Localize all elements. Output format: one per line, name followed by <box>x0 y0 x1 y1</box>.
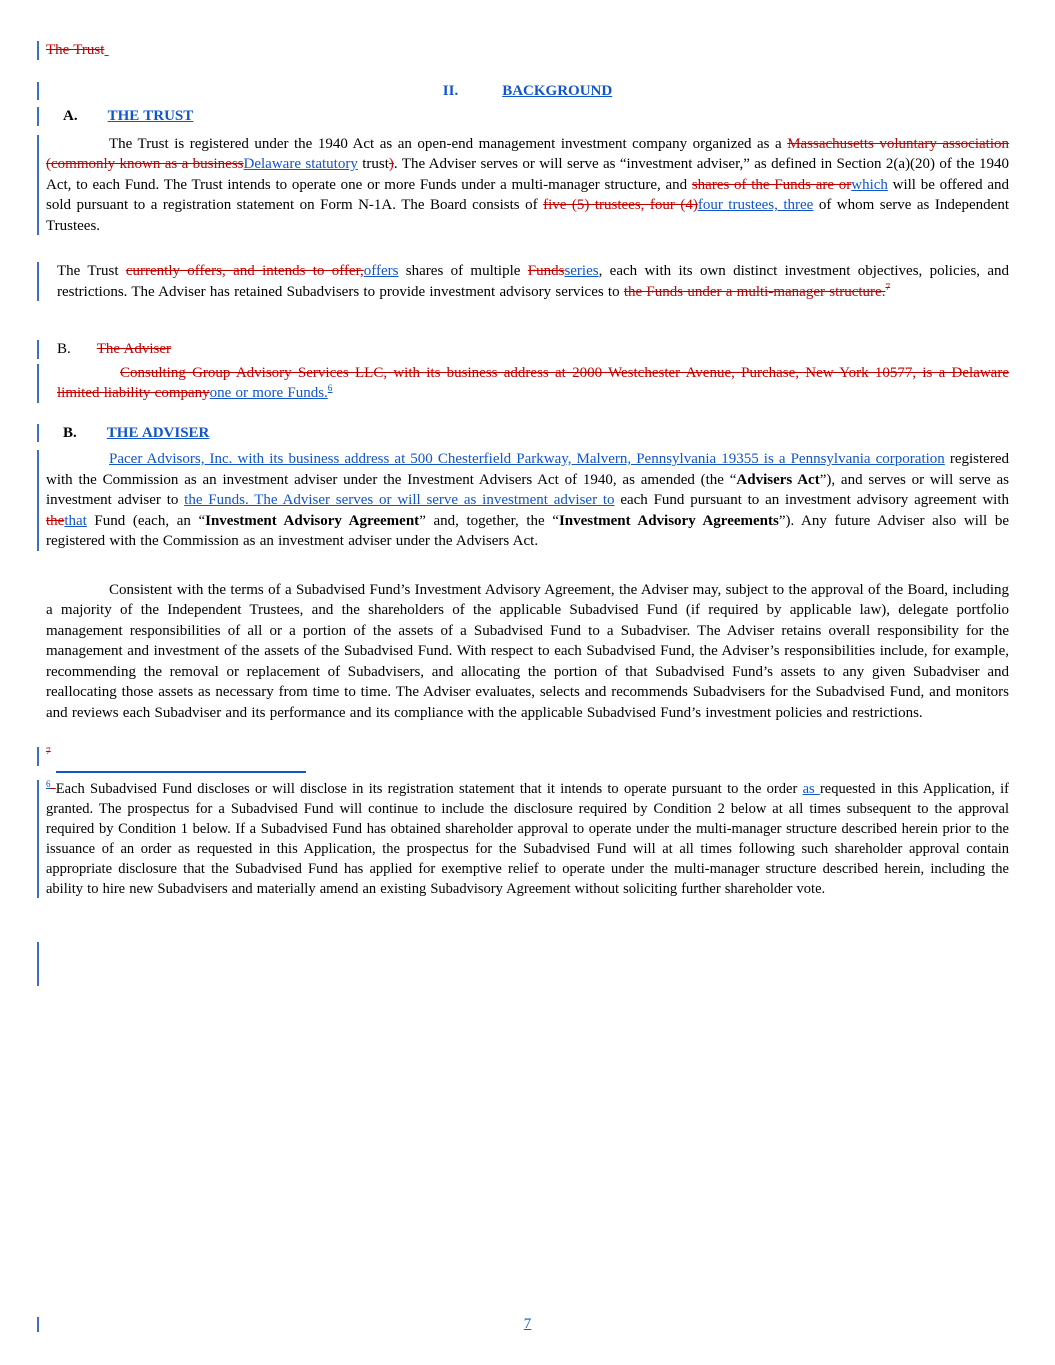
heading-background-text <box>46 81 1009 102</box>
text-run: The Adviser <box>96 341 171 357</box>
text-run: which <box>851 176 888 193</box>
footnote-separator <box>46 771 1009 773</box>
heading-the-adviser <box>46 423 1009 444</box>
text-run: ) <box>388 156 394 172</box>
text-run: The Trust is registered under the 1940 Act as an open-end management investment company organized as a <box>109 135 788 152</box>
text-run: Investment Advisory Agreements <box>558 512 779 529</box>
page-number: 7 <box>523 1316 532 1332</box>
text-run: of whom serve as Independent Trustees. <box>46 197 1009 234</box>
text-run: . The Adviser serves or will serve as “investment adviser,” as defined in Section 2(a)(20) of the 1940 Act, to each Fund. The Trust intends to operate one or more Funds under a multi-manager structure, and <box>46 156 1010 193</box>
text-run: ” and, together, the “ <box>419 512 559 529</box>
text-run: the <box>46 512 65 529</box>
text-run: 7 <box>885 282 891 293</box>
text-run: each Fund pursuant to an investment advisory agreement with <box>614 492 1009 508</box>
para-consulting-deleted <box>46 363 1009 404</box>
text-run: that <box>64 512 87 529</box>
para-pacer-advisors <box>46 449 1009 552</box>
para-trust-offers <box>46 261 1009 302</box>
text-run: currently offers, and intends to offer, <box>125 263 364 279</box>
text-run: A. <box>63 108 78 124</box>
para-trust-offers-text <box>57 261 1009 302</box>
text-run: BACKGROUND <box>502 82 613 99</box>
para-trust-registered-text <box>46 134 1009 237</box>
text-run: the Funds under a multi-manager structure. <box>623 283 886 300</box>
text-run: 6 <box>327 384 333 394</box>
heading-adviser-deleted <box>46 339 1009 360</box>
text-run: THE ADVISER <box>106 424 210 441</box>
text-run: the Funds. The Adviser serves or will serve as investment adviser to <box>184 492 615 508</box>
text-run: registered with the Commission as an investment adviser under the Investment Advisers Act of 1940, as amended (the “ <box>46 451 1009 488</box>
text-run: offers <box>363 263 399 279</box>
text-run: 7 <box>46 747 51 757</box>
footnote-6-text <box>46 779 1009 899</box>
text-run: ”), and serves or will serve as investment adviser to <box>46 471 1009 508</box>
heading-the-trust <box>46 106 1009 127</box>
text-run: Each Subadvised Fund discloses or will disclose in its registration statement that it intends to operate pursuant to the order <box>55 780 803 797</box>
text-run: four trustees, three <box>697 197 814 213</box>
text-run: five (5) trustees, four (4) <box>543 197 698 213</box>
heading-the-trust-text <box>63 106 1009 127</box>
footnote-marker-deleted-text <box>46 746 1009 767</box>
text-run: The Trust <box>46 42 105 58</box>
document-content <box>46 40 1009 987</box>
text-run: , each with its own distinct investment objectives, policies, and restrictions. The Adviser has retained Subadvisers to provide investment advisory services to <box>57 263 1010 300</box>
text-run: ”). Any future Adviser also will be registered with the Commission as an investment adviser under the Advisers Act. <box>46 512 1009 549</box>
text-run: shares of multiple <box>398 263 528 279</box>
heading-adviser-deleted-text <box>57 339 1009 360</box>
heading-background <box>46 81 1009 102</box>
para-trust-registered <box>46 134 1009 237</box>
text-run: shares of the Funds are or <box>691 176 852 193</box>
para-delegation <box>46 580 1009 724</box>
text-run: as <box>802 780 820 797</box>
text-run: Delaware statutory <box>243 156 358 172</box>
page-footer <box>46 1316 1009 1333</box>
text-run: trust <box>357 156 389 172</box>
text-run: one or more Funds. <box>209 385 328 401</box>
text-run: II. <box>442 82 459 99</box>
text-run: Investment Advisory Agreement <box>205 512 420 529</box>
text-run: The Trust <box>57 263 126 279</box>
para-delegation-text <box>46 580 1009 724</box>
text-run: THE TRUST <box>107 108 194 124</box>
para-pacer-advisors-text <box>46 449 1009 552</box>
text-run: Fund (each, an “ <box>86 512 206 529</box>
text-run: series <box>564 263 599 279</box>
footnote-6 <box>46 779 1009 899</box>
heading-the-adviser-text <box>63 423 1009 444</box>
text-run: Consulting Group Advisory Services LLC, with its business address at 2000 Westchester Avenue, Purchase, New York 10577, is a Delaware limited liability company <box>57 364 1009 401</box>
change-bar-spacer <box>46 941 1009 987</box>
footnote-separator-line <box>56 771 306 773</box>
footnote-marker-deleted <box>46 746 1009 767</box>
text-run: B. <box>63 424 77 441</box>
text-run <box>104 42 108 58</box>
text-run: Consistent with the terms of a Subadvised Fund’s Investment Advisory Agreement, the Adviser may, subject to the approval of the Board, including a majority of the Independent Trustees, and the shareholders of the applicable Subadvised Fund (if required by applicable law), delegate portfolio management responsibilities of all or a portion of the assets of a Subadvised Fund to a Subadviser. The Adviser retains overall responsibility for the management and investment of the assets of the Subadvised Fund. With respect to each Subadvised Fund, the Adviser’s responsibilities include, for example, recommending the removal or replacement of Subadvisers, and allocating the portion of that Subadvised Fund’s assets to any given Subadviser and reallocating those assets as necessary from time to time. The Adviser evaluates, selects and recommends Subadvisers for the Subadvised Fund, and monitors and reviews each Subadviser and its performance and its compliance with the applicable Subadvised Fund’s investment policies and restrictions. <box>46 581 1009 721</box>
deleted-line-the-trust-text <box>46 40 1009 61</box>
text-run: will be offered and sold pursuant to a registration statement on Form N-1A. The Board consists of <box>46 176 1009 213</box>
text-run: B. <box>57 341 71 357</box>
text-run: Massachusetts voluntary association (commonly known as a business <box>46 135 1009 172</box>
text-run: Pacer Advisors, Inc. with its business address at 500 Chesterfield Parkway, Malvern, Pennsylvania 19355 is a Pennsylvania corporation <box>109 451 945 467</box>
text-run: Funds <box>527 263 565 279</box>
para-consulting-deleted-text <box>57 363 1009 404</box>
text-run: Advisers Act <box>736 471 820 488</box>
text-run: 6 <box>46 778 51 789</box>
deleted-line-the-trust <box>46 40 1009 61</box>
text-run: requested in this Application, if granted. The prospectus for a Subadvised Fund will continue to include the disclosure required by Condition 2 below at all times subsequent to the approval required by Condition 1 below. If a Subadvised Fund has obtained shareholder approval to operate under the multi-manager structure described herein prior to the issuance of an order as requested in this Application, the prospectus for the Subadvised Fund will at all times following such shareholder approval contain appropriate disclosure that the Subadvised Fund has applied for exemptive relief to operate under the multi-manager structure described herein, including the ability to hire new Subadvisers and materially amend an existing Subadvisory Agreement without soliciting further shareholder vote. <box>46 780 1009 897</box>
